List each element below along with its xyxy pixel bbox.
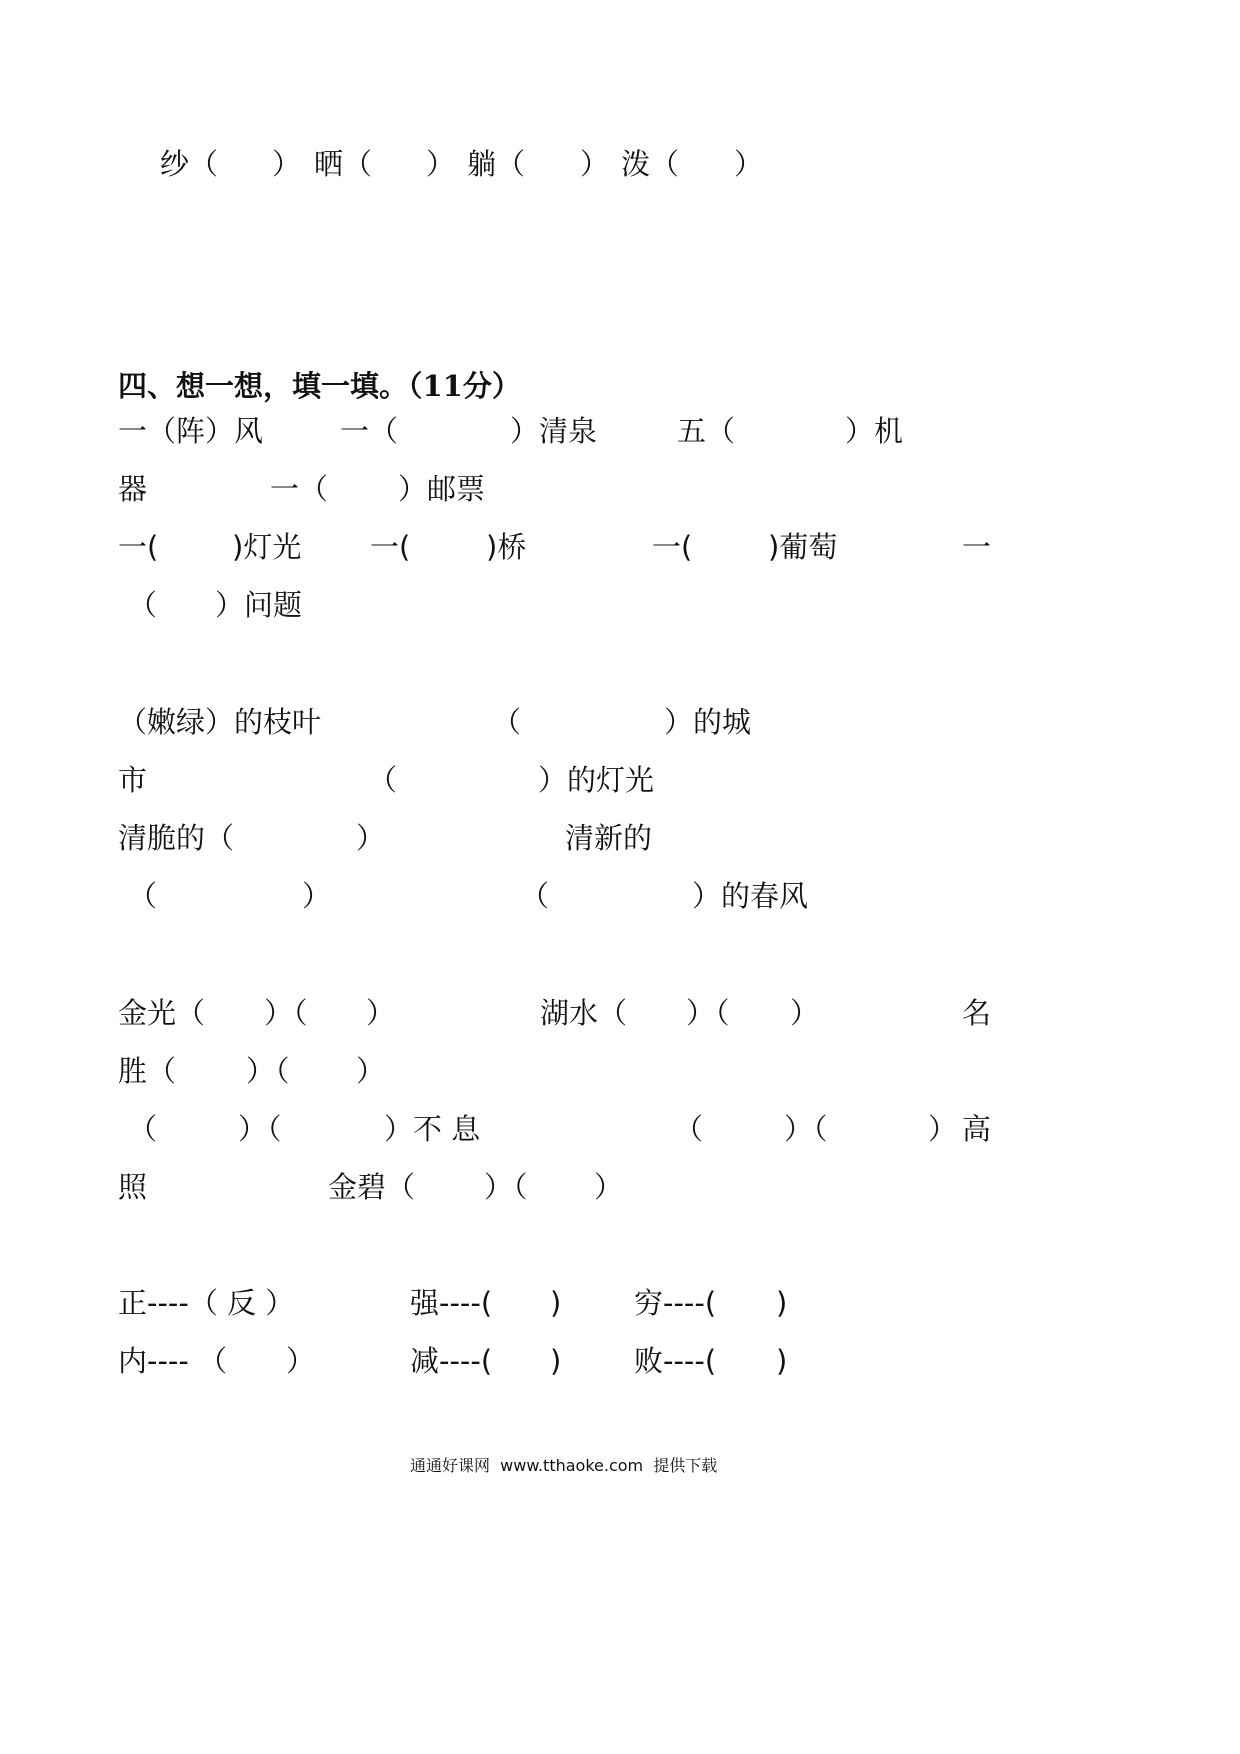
antonym-blank-close: ) (550, 1286, 562, 1320)
char-fill-label: 泼（ (621, 147, 680, 181)
measure-blank-open: 一( (652, 530, 693, 564)
antonym-example: 正----（ 反 ） (118, 1286, 295, 1320)
char-fill-label: 躺（ (467, 147, 526, 181)
idiom-word: 名 (962, 996, 992, 1030)
measure-blank-open: 一（ (340, 414, 399, 448)
idiom-blank-close: ） (790, 996, 820, 1030)
idiom-blank-close: ） (356, 1054, 386, 1088)
antonym-blank-open: 内---- （ (118, 1344, 228, 1378)
antonym-blank-open: 强----( (410, 1286, 493, 1320)
antonym-blank-open: 减----( (410, 1344, 493, 1378)
idiom-word: 照 (118, 1170, 148, 1204)
measure-blank-open: （ (128, 588, 158, 622)
adjective-blank-close: ）的城 (664, 705, 752, 739)
adjective-example: （嫩绿）的枝叶 (118, 705, 322, 739)
char-fill-close: ） (426, 147, 456, 181)
measure-blank-close: ）邮票 (398, 472, 486, 506)
antonym-blank-close: ) (776, 1286, 788, 1320)
measure-word: 一 (962, 530, 992, 564)
section-heading: 四、想一想，填一填。（11分） (118, 369, 521, 403)
idiom-word: 高 (962, 1112, 992, 1146)
idiom-blank-open: 金碧（ (328, 1170, 416, 1204)
idiom-blank-mid: ）（ (246, 1054, 290, 1088)
idiom-blank-open: 湖水（ (540, 996, 628, 1030)
adjective-blank-open: （ (368, 763, 398, 797)
idiom-blank-mid: ）（ (686, 996, 730, 1030)
measure-blank-close: )桥 (486, 530, 527, 564)
measure-blank-close: ）机 (845, 414, 904, 448)
adjective-blank-open: （ (492, 705, 522, 739)
measure-blank-close: ）问题 (215, 588, 303, 622)
measure-word: 器 (118, 472, 148, 506)
measure-blank-close: ）清泉 (510, 414, 598, 448)
idiom-blank-open: （ (128, 1112, 158, 1146)
idiom-blank-close: ） (366, 996, 396, 1030)
idiom-blank-close: ） (928, 1112, 958, 1146)
page-footer: 通通好课网 www.tthaoke.com 提供下载 (410, 1456, 718, 1475)
char-fill-label: 晒（ (314, 147, 373, 181)
idiom-blank-mid: ）（ (238, 1112, 282, 1146)
adjective-word: 清新的 (565, 821, 653, 855)
adjective-blank-close: ） (302, 879, 332, 913)
idiom-blank-close: ）不 息 (384, 1112, 481, 1146)
char-fill-close: ） (580, 147, 610, 181)
measure-blank-close: )葡萄 (768, 530, 838, 564)
antonym-blank-open: 穷----( (634, 1286, 717, 1320)
antonym-blank-close: ) (776, 1344, 788, 1378)
adjective-word: 市 (118, 763, 148, 797)
idiom-blank-mid: ）（ (264, 996, 308, 1030)
idiom-blank-open: 胜（ (118, 1054, 177, 1088)
measure-blank-open: 一（ (270, 472, 329, 506)
char-fill-label: 纱（ (160, 147, 219, 181)
adjective-blank-close: ）的灯光 (538, 763, 655, 797)
char-fill-close: ） (734, 147, 764, 181)
antonym-blank-open: 败----( (634, 1344, 717, 1378)
char-fill-close: ） (272, 147, 302, 181)
measure-example: 一（阵）风 (118, 414, 264, 448)
adjective-blank-open: 清脆的（ (118, 821, 235, 855)
adjective-blank-close: ）的春风 (692, 879, 809, 913)
measure-blank-close: )灯光 (232, 530, 302, 564)
adjective-blank-open: （ (128, 879, 158, 913)
idiom-blank-close: ） (594, 1170, 624, 1204)
idiom-blank-mid: ）（ (784, 1112, 828, 1146)
idiom-blank-open: （ (674, 1112, 704, 1146)
adjective-blank-open: （ (520, 879, 550, 913)
idiom-blank-mid: ）（ (484, 1170, 528, 1204)
measure-blank-open: 一( (370, 530, 411, 564)
measure-blank-open: 一( (118, 530, 159, 564)
idiom-blank-open: 金光（ (118, 996, 206, 1030)
adjective-blank-close: ） (356, 821, 386, 855)
measure-blank-open: 五（ (677, 414, 736, 448)
antonym-blank-close: ） (286, 1344, 316, 1378)
antonym-blank-close: ) (550, 1344, 562, 1378)
